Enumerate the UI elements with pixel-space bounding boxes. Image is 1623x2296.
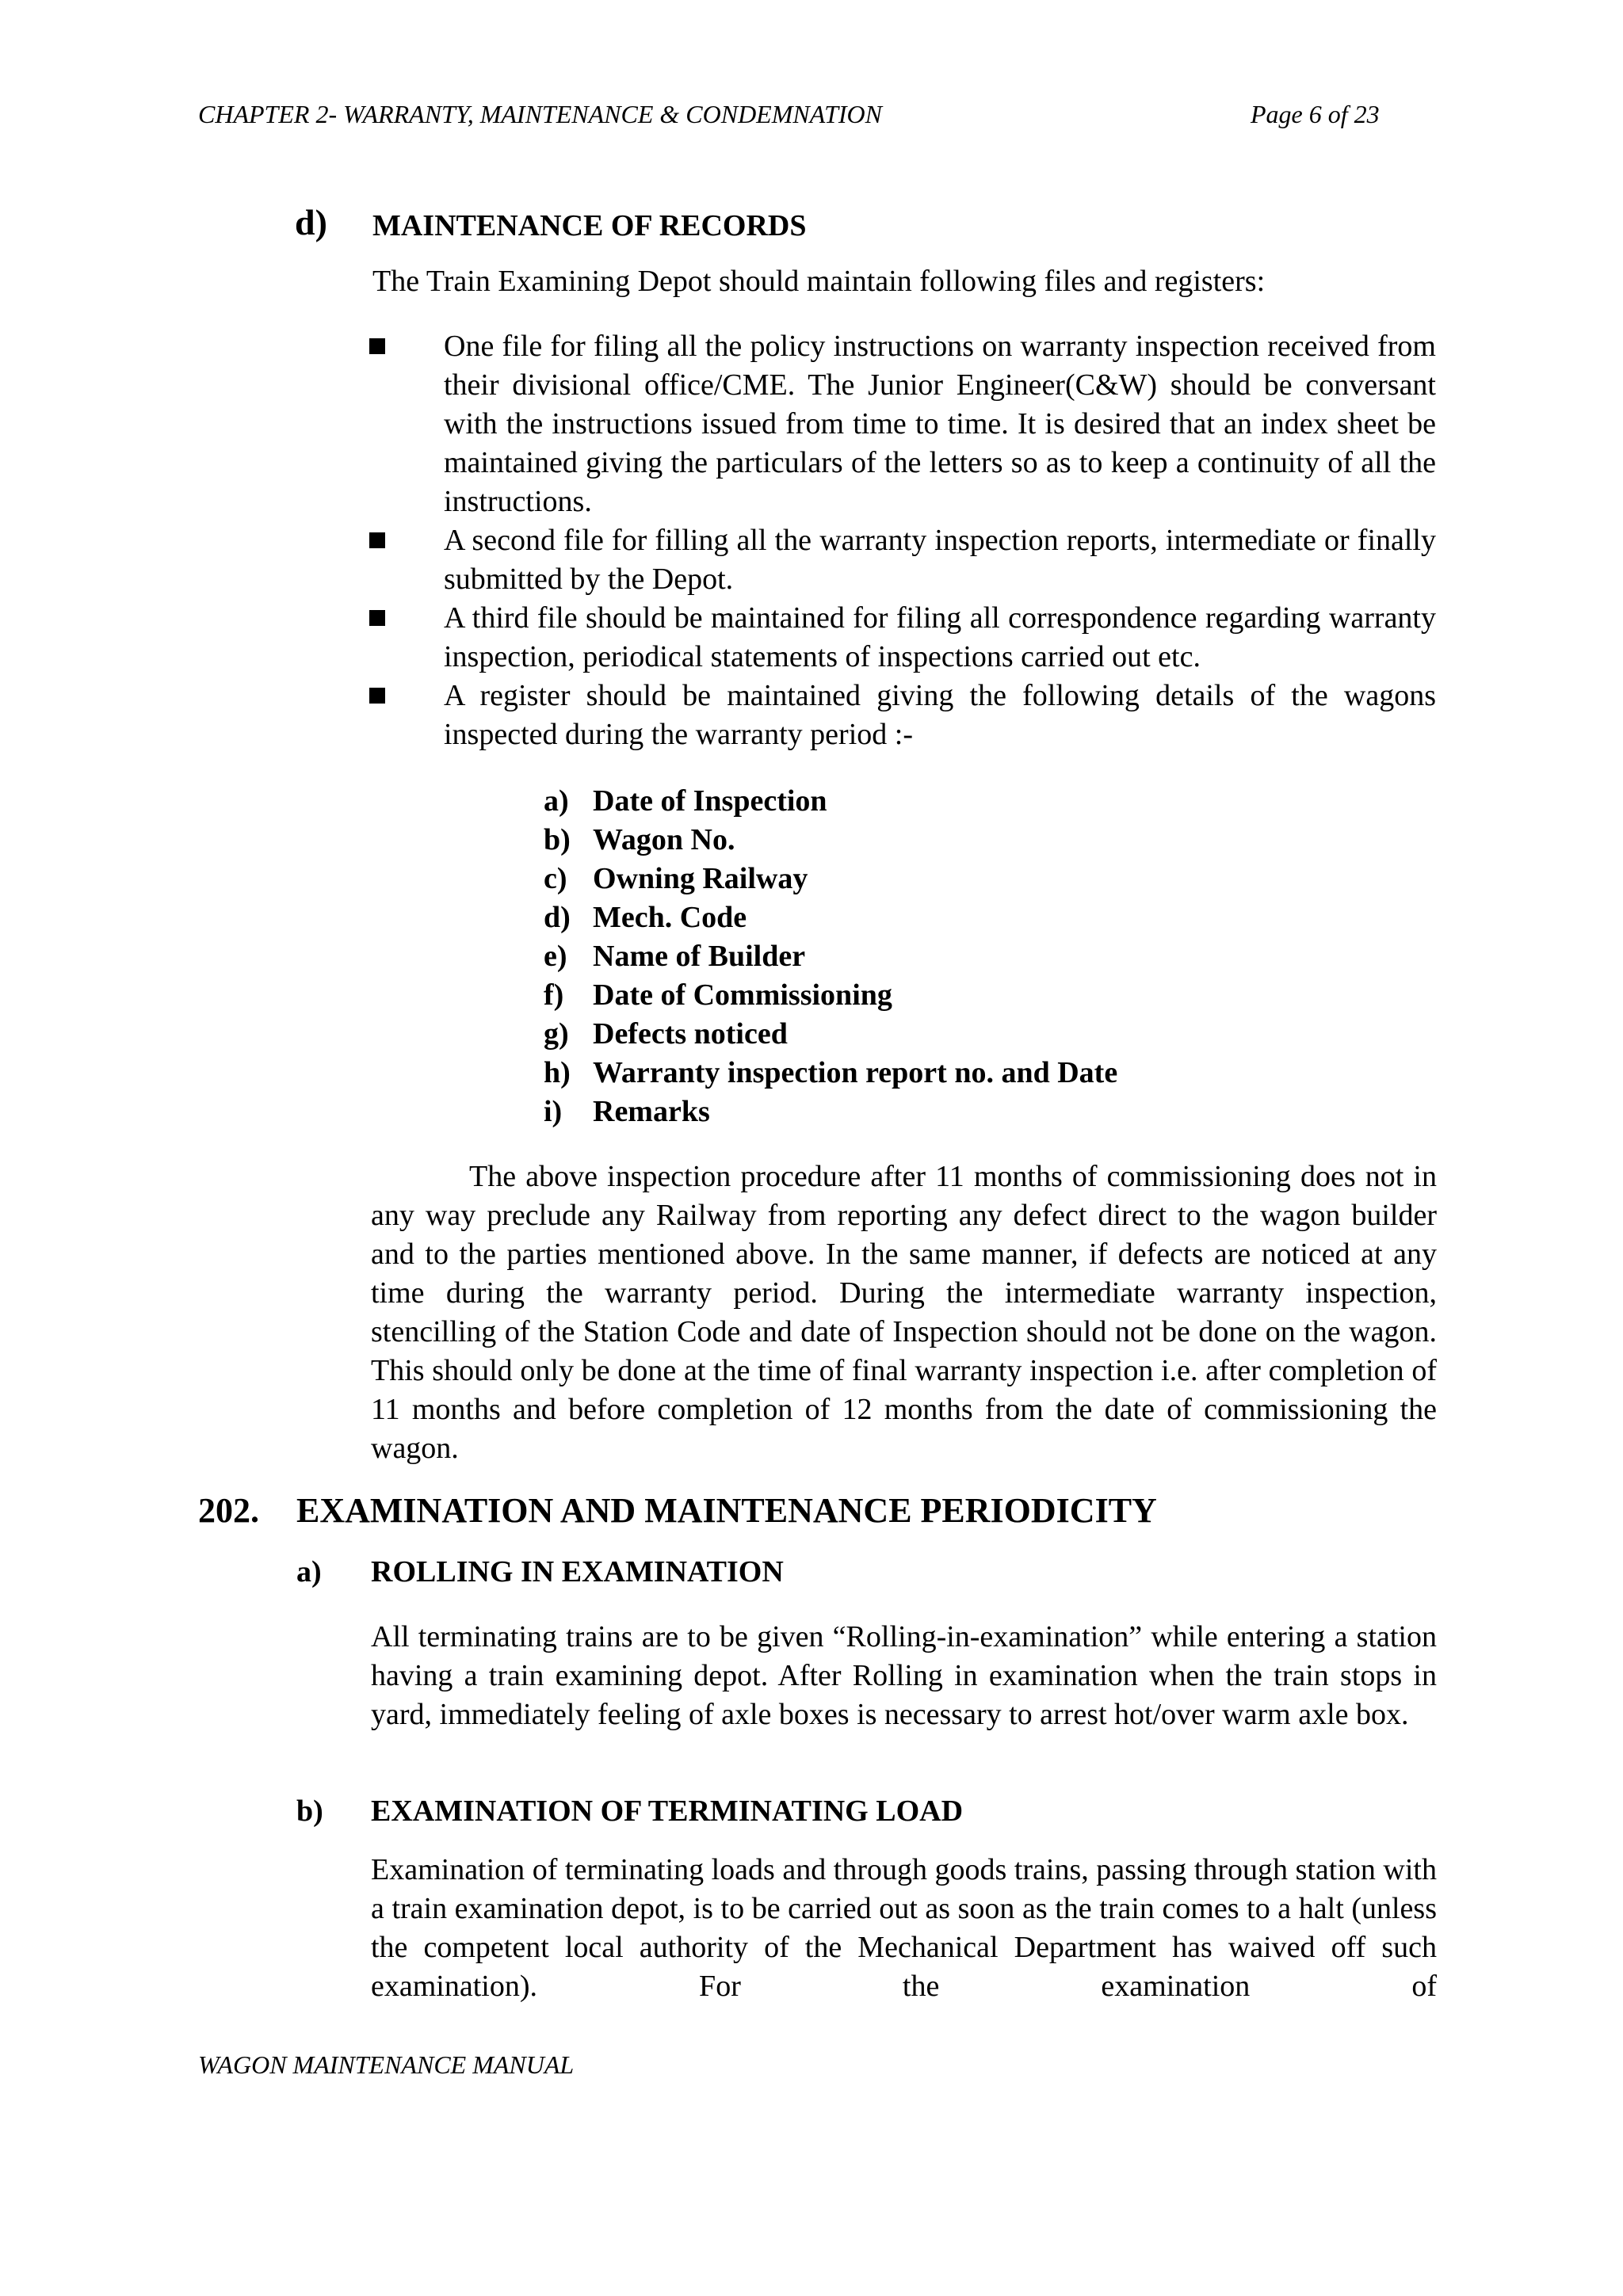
records-bullet-list bbox=[366, 327, 1436, 754]
detail-label: g) bbox=[544, 1017, 569, 1051]
detail-item bbox=[544, 860, 1117, 898]
bullet-item bbox=[366, 599, 1436, 677]
section-title: EXAMINATION AND MAINTENANCE PERIODICITY bbox=[296, 1491, 1157, 1530]
detail-text: Date of Inspection bbox=[593, 784, 827, 818]
detail-item bbox=[544, 976, 1117, 1015]
page-number: Page 6 of 23 bbox=[1251, 100, 1380, 128]
section-d-closing-paragraph: The above inspection procedure after 11 months of commissioning does not in any way preclude any Railway from reporting any defect direct to the wagon builder and to the parties mentioned above. In the same manner, if defects are noticed at any time during the warranty period. During the intermediate warranty inspection, stencilling of the Station Code and date of Inspection should not be done on the wagon. This should only be done at the time of final warranty inspection i.e. after completion of 11 months and before completion of 12 months from the date of commissioning the wagon. bbox=[371, 1160, 1437, 1465]
detail-label: a) bbox=[544, 784, 569, 818]
bullet-text: One file for filing all the policy instructions on warranty inspection received from their divisional office/CME. The Junior Engineer(C&W) should be conversant with the instructions issued from time to time. It is desired that an index sheet be maintained giving the particulars of the letters so as to keep a continuity of all the instructions. bbox=[444, 330, 1436, 518]
detail-text: Remarks bbox=[593, 1095, 710, 1128]
bullet-text: A second file for filling all the warranty inspection reports, intermediate or finally submitted by the Depot. bbox=[444, 524, 1436, 596]
subsection-a-text: All terminating trains are to be given “Rolling-in-examination” while entering a station having a train examining depot. After Rolling in examination when the train stops in yard, immediately feeling of axle boxes is necessary to arrest hot/over warm axle box. bbox=[371, 1620, 1437, 1731]
detail-item bbox=[544, 1093, 1117, 1131]
detail-label: h) bbox=[544, 1056, 571, 1089]
detail-text: Name of Builder bbox=[593, 940, 806, 973]
detail-item bbox=[544, 821, 1117, 860]
subsection-b-text: Examination of terminating loads and through goods trains, passing through station with a train examination depot, is to be carried out as soon as the train comes to a halt (unless the competent local authority of the Mechanical Department has waived off such examination). For the examination of bbox=[371, 1853, 1437, 2003]
register-details-list bbox=[544, 782, 1117, 1131]
detail-label: c) bbox=[544, 862, 567, 895]
detail-label: d) bbox=[544, 901, 571, 934]
section-d-intro: The Train Examining Depot should maintain following files and registers: bbox=[372, 265, 1266, 298]
detail-item bbox=[544, 937, 1117, 976]
detail-label: e) bbox=[544, 940, 567, 973]
subsection-a-title: ROLLING IN EXAMINATION bbox=[371, 1555, 784, 1589]
bullet-text: A third file should be maintained for filing all correspondence regarding warranty inspection, periodical statements of inspections carried out etc. bbox=[444, 601, 1436, 673]
square-bullet-icon bbox=[369, 532, 385, 548]
square-bullet-icon bbox=[369, 338, 385, 354]
subsection-a-letter: a) bbox=[296, 1555, 322, 1589]
section-d-title: MAINTENANCE OF RECORDS bbox=[372, 209, 807, 242]
detail-text: Warranty inspection report no. and Date bbox=[593, 1056, 1118, 1089]
page-footer: WAGON MAINTENANCE MANUAL bbox=[198, 2050, 575, 2079]
detail-item bbox=[544, 898, 1117, 937]
subsection-b-title: EXAMINATION OF TERMINATING LOAD bbox=[371, 1794, 964, 1828]
detail-text: Defects noticed bbox=[593, 1017, 788, 1051]
square-bullet-icon bbox=[369, 688, 385, 704]
detail-label: f) bbox=[544, 978, 564, 1012]
detail-text: Mech. Code bbox=[593, 901, 747, 934]
detail-label: i) bbox=[544, 1095, 563, 1128]
bullet-item bbox=[366, 677, 1436, 754]
section-d-letter: d) bbox=[295, 202, 327, 242]
detail-item bbox=[544, 1015, 1117, 1054]
bullet-item bbox=[366, 327, 1436, 521]
section-number: 202. bbox=[198, 1491, 259, 1530]
bullet-text: A register should be maintained giving the following details of the wagons inspected during the warranty period :- bbox=[444, 679, 1436, 751]
detail-item bbox=[544, 1054, 1117, 1093]
detail-item bbox=[544, 782, 1117, 821]
detail-label: b) bbox=[544, 823, 571, 856]
detail-text: Owning Railway bbox=[593, 862, 808, 895]
square-bullet-icon bbox=[369, 610, 385, 626]
chapter-title: CHAPTER 2- WARRANTY, MAINTENANCE & CONDEMNATION bbox=[198, 100, 882, 128]
subsection-b-letter: b) bbox=[296, 1794, 323, 1828]
bullet-item bbox=[366, 521, 1436, 599]
detail-text: Date of Commissioning bbox=[593, 978, 892, 1012]
detail-text: Wagon No. bbox=[593, 823, 735, 856]
